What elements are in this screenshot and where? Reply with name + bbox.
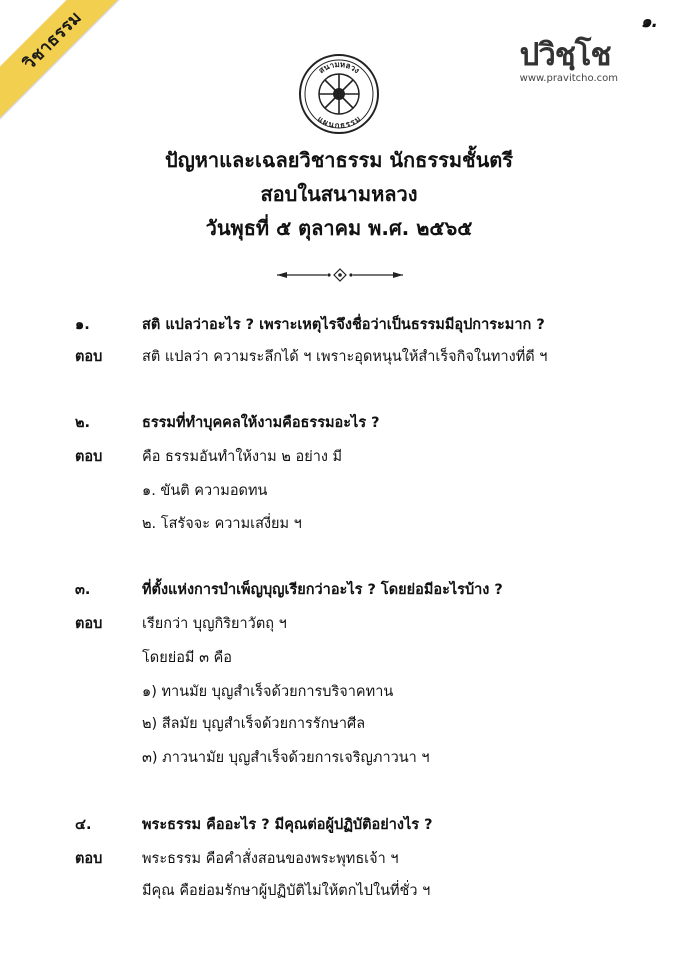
answer-label: ตอบ [75,851,103,867]
answer-label: ตอบ [75,616,103,632]
brand-url: www.pravitcho.com [519,73,618,84]
svg-text:แผนกธรรม [316,114,362,130]
answer-line: ๑) ทานมัย บุญสำเร็จด้วยการบริจาคทาน [142,684,394,700]
answer-label: ตอบ [75,449,103,465]
sanam-luang-seal-icon [298,53,380,135]
question-row [0,408,678,438]
question-text: ที่ตั้งแห่งการบำเพ็ญบุญเรียกว่าอะไร ? โดยย่อมีอะไรบ้าง ? [142,582,503,598]
ornament-divider-icon [275,268,405,282]
brand-logo [519,37,618,84]
answer-line: ๑. ขันติ ความอดทน [142,483,268,499]
title-line-2: สอบในสนามหลวง [260,182,418,206]
answer-line: พระธรรม คือคำสั่งสอนของพระพุทธเจ้า ฯ [142,851,399,867]
answer-line: ๓) ภาวนามัย บุญสำเร็จด้วยการเจริญภาวนา ฯ [142,750,430,766]
exam-title [0,143,678,245]
answer-row [0,342,678,372]
answer-line: ๒. โสรัจจะ ความเสงี่ยม ฯ [142,516,302,532]
question-text: สติ แปลว่าอะไร ? เพราะเหตุไรจึงชื่อว่าเป็นธรรมมีอุปการะมาก ? [142,317,545,333]
question-row [0,575,678,605]
seal-top-text: สนามหลวง [317,59,362,76]
svg-text:สนามหลวง [317,60,361,75]
answer-line: มีคุณ คือย่อมรักษาผู้ปฏิบัติไม่ให้ตกไปในที่ชั่ว ฯ [142,883,431,899]
question-text: ธรรมที่ทำบุคคลให้งามคือธรรมอะไร ? [142,415,380,431]
question-number: ๓. [75,582,91,598]
answer-line: คือ ธรรมอันทำให้งาม ๒ อย่าง มี [142,449,343,465]
answer-label: ตอบ [75,349,103,365]
answer-line: ๒) สีลมัย บุญสำเร็จด้วยการรักษาศีล [142,716,366,732]
answer-row [0,743,678,773]
answer-row [0,844,678,874]
question-text: พระธรรม คืออะไร ? มีคุณต่อผู้ปฏิบัติอย่างไร ? [142,817,433,833]
subject-corner-ribbon [0,0,135,123]
question-number: ๔. [75,817,92,833]
answer-line: เรียกว่า บุญกิริยาวัตถุ ฯ [142,616,287,632]
question-number: ๑. [75,317,90,333]
answer-row [0,643,678,673]
answer-row [0,442,678,472]
title-line-1: ปัญหาและเฉลยวิชาธรรม นักธรรมชั้นตรี [165,148,513,172]
answer-row [0,509,678,539]
answer-row [0,709,678,739]
seal-bottom-text: แผนกธรรม [315,114,363,131]
brand-name: ปวิชฺโช [519,37,611,73]
answer-line: โดยย่อมี ๓ คือ [142,650,233,666]
answer-line: สติ แปลว่า ความระลึกได้ ฯ เพราะอุดหนุนให้สำเร็จกิจในทางที่ดี ฯ [142,349,548,365]
answer-row [0,876,678,906]
question-row [0,310,678,340]
answer-row [0,677,678,707]
answer-row [0,476,678,506]
answer-row [0,609,678,639]
title-line-3: วันพุธที่ ๕ ตุลาคม พ.ศ. ๒๕๖๕ [205,216,473,240]
question-row [0,810,678,840]
subject-corner-label: วิชาธรรม [19,7,86,74]
question-number: ๒. [75,415,91,431]
page-number: ๑. [640,12,658,32]
